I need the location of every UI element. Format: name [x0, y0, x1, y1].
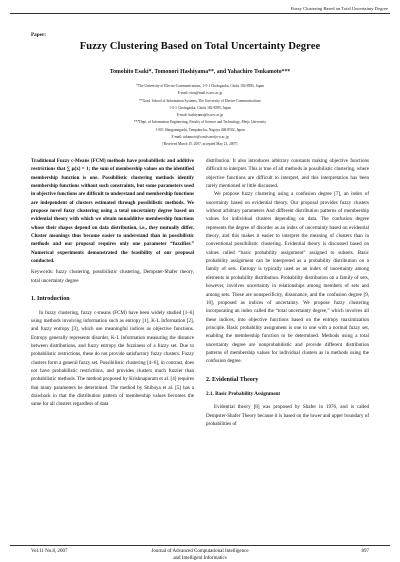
- footer-journal: [0, 548, 400, 562]
- keywords: Keywords: fuzzy clustering, possibilistic clustering, Dempster-Shafer theory, total uncertainty degree: [31, 269, 194, 284]
- footer-journal-line-1: Journal of Advanced Computational Intelligence: [151, 549, 249, 554]
- affiliation-line: *The University of Electro-Communications, 1-5-1 Chofugaoka, Chofu 182-8585, Japan: [136, 84, 264, 88]
- page-number: 897: [361, 549, 369, 554]
- abstract: Traditional Fuzzy c-Means (FCM) methods have probabilistic and additive restrictions that ∑ μ(x) = 1; the sum of membership values on the identified membership function is one. Possibilistic clustering methods identify membership functions without such constraints, but some parameters used in objective functions are difficult to understand and membership functions are independent of clusters estimated through possibilistic methods. We propose novel fuzzy clustering using a total uncertainty degree based on evidential theory with which we obtain nonadditive membership functions whose their shapes depend on data distribution, i.e., they mutually differ. Cluster meanings thus become easier to understand than in possibilistic methods and our proposal requires only one parameter “fuzzifier.” Numerical experiments demonstrated the feasibility of our proposal conducted.: [31, 158, 194, 265]
- body-paragraph: distribution. It also introduces arbitrary constants making objective functions difficult to interpret. This is true of all methods in possibilistic clustering, where objective functions are difficult to interpret, and this interpretation has been rarely mentioned or little discussed.: [206, 158, 369, 190]
- section-heading-evidential-theory: 2. Evidential Theory: [206, 376, 259, 383]
- author-list: Tomohito Esaki*, Tomonori Hashiyama**, and Yahachiro Tsukamoto***: [109, 69, 291, 75]
- subsection-heading-bpa: 2.1. Basic Probability Assignment: [206, 390, 281, 397]
- running-head: Fuzzy Clustering Based on Total Uncertainty Degree: [290, 6, 388, 11]
- affiliation-line: 1-5-1 Chofugaoka, Chofu 182-8585, Japan: [169, 105, 231, 110]
- header-rule: [10, 13, 390, 14]
- section-heading-introduction: 1. Introduction: [31, 296, 70, 303]
- paper-label: Paper:: [31, 32, 46, 38]
- footer-rule: [10, 545, 390, 546]
- right-column: [206, 157, 369, 428]
- body-paragraph: We propose fuzzy clustering using a confusion degree [7], an index of uncertainty based on evidential theory. Our proposal provides fuzzy clusters without arbitrary parameters And different distribution patterns of membership values for individual clusters depending on data. The confusion degree represents the degree of disorder as an index of uncertainty based on evidential theory, and this makes it easier to interpret the meaning of clusters than in conventional possibilistic clustering. Evidential theory is discussed based on values called “basic probability assignment” assigned to subsets. Basic probability assignment can be interpreted as a probability distribution on a family of sets. Entropy is typically used as an index of uncertainty among elements in probability distribution. Probability distribution on a family of sets, however, involves uncertainty in relationships among members of sets and among sets. These are nonspecificity, dissonance, and the confusion degree [9, 10], proposed as indices of uncertainty. We propose fuzzy clustering incorporating an index called the “total uncertainty degree,” which involves all these indices, into objective functions based on the entropy maximization principle. Basic probability assignment is one to one with a normal fuzzy set, enabling the membership function to be determined. Methods using a total uncertainty degree are nonprobabilistic and provide different distribution patterns of membership values for individual clusters as in methods using the confusion degree.: [206, 191, 369, 365]
- received-dates: [Received March 15, 2007; accepted May 23, 2007]: [162, 142, 238, 147]
- affiliation-line: 1-501 Shiogamaguchi, Tempaku-ku, Nagoya 468-8502, Japan: [155, 127, 245, 132]
- body-paragraph: Evidential theory [8] was proposed by Shafer in 1976, and is called Dempster-Shafer Theory because it is based on the lower and upper boundary of probabilities of: [206, 404, 369, 427]
- footer-journal-line-2: and Intelligent Informatics: [173, 556, 227, 561]
- left-column: [31, 157, 194, 409]
- intro-paragraph: In fuzzy clustering, fuzzy c-means (FCM) have been widely studied [1–6] using methods involving information such as entropy [1], K-L Information [2], and fuzzy entropy [3], which use meaningful indices as objective functions. Entropy generally represents disorder, K-L Information measuring the distance between distributions, and fuzzy entropy the fuzziness of a fuzzy set. Due to probabilistic restrictions, these do not provide satisfactory fuzzy clusters. Fuzzy clusters form a general fuzzy set. Possibilistic clustering [4–6], in contrast, does not have probabilistic restrictions, and provides clusters much fuzzier than probabilistic methods. The method proposed by Krishnapuram et al. [4] requires that many parameters be determined. The method by Shibuya et al. [5] has a drawback in that the distribution pattern of membership values becomes the same for all clusters regardless of data: [31, 309, 194, 408]
- affiliation-email: E-mail: eton@mail.is.uec.ac.jp: [177, 91, 223, 96]
- affiliation-line: ***Dept. of Information Engineering, Faculty of Science and Technology, Meijo University: [133, 120, 267, 125]
- affiliation-email: E-mail: tukamoto@ccmfs.meijo-u.ac.jp: [171, 135, 229, 140]
- affiliation-email: E-mail: hashiyama@is.uec.ac.jp: [176, 113, 224, 118]
- paper-title: Fuzzy Clustering Based on Total Uncertainty Degree: [79, 41, 321, 52]
- affiliations: [0, 83, 400, 149]
- footer-volume: Vol.11 No.8, 2007: [31, 549, 68, 554]
- affiliation-line: **Grad. School of Information Systems, The University of Electro-Communications: [139, 98, 261, 103]
